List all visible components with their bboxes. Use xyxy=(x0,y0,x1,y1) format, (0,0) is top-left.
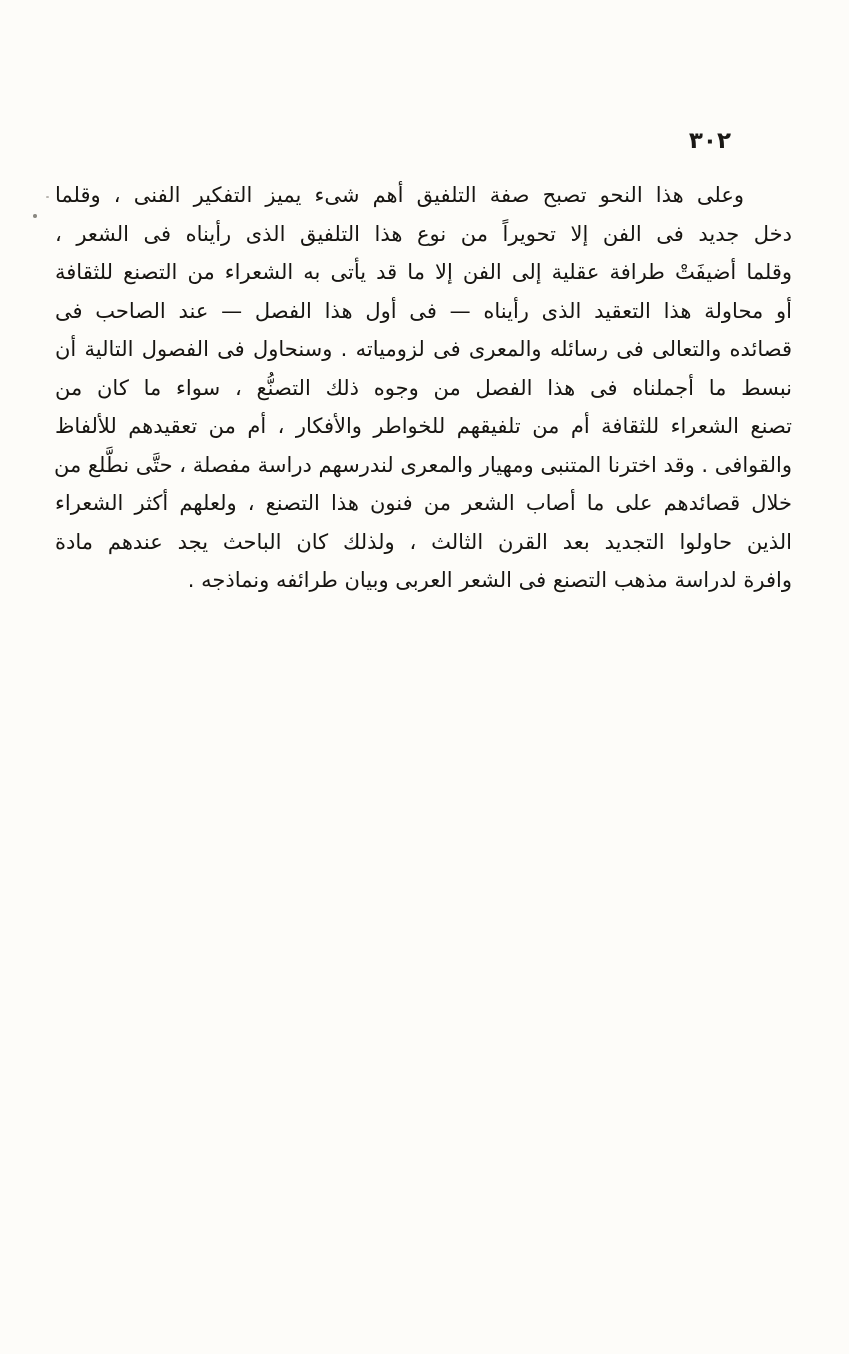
text-line: نبسط ما أجملناه فى هذا الفصل من وجوه ذلك التصنُّع ، سواء ما كان من xyxy=(55,375,792,400)
text-line: الذين حاولوا التجديد بعد القرن الثالث ، ولذلك كان الباحث يجد عندهم مادة xyxy=(55,529,792,554)
text-line: وعلى هذا النحو تصبح صفة التلفيق أهم شىء يميز التفكير الفنى ، وقلما xyxy=(55,183,744,207)
text-line: قصائده والتعالى فى رسائله والمعرى فى لزومياته . وسنحاول فى الفصول التالية أن xyxy=(55,337,792,361)
text-line: والقوافى . وقد اخترنا المتنبى ومهيار والمعرى لندرسهم دراسة مفصلة ، حتَّى نطَّلع من xyxy=(53,452,792,477)
text-line: تصنع الشعراء للثقافة أم من تلفيقهم للخواطر والأفكار ، أم من تعقيدهم للألفاظ xyxy=(55,414,792,438)
text-line: أو محاولة هذا التعقيد الذى رأيناه — فى أول هذا الفصل — عند الصاحب فى xyxy=(55,298,792,323)
text-line: دخل جديد فى الفن إلا تحويراً من نوع هذا التلفيق الذى رأيناه فى الشعر ، xyxy=(55,221,792,246)
scan-speck xyxy=(33,214,37,218)
scan-speck xyxy=(46,196,49,198)
text-line: وافرة لدراسة مذهب التصنع فى الشعر العربى وبيان طرائفه ونماذجه . xyxy=(187,568,792,592)
body-text-block xyxy=(55,176,792,600)
text-line: خلال قصائدهم على ما أصاب الشعر من فنون هذا التصنع ، ولعلهم أكثر الشعراء xyxy=(55,491,792,515)
text-line: وقلما أضيفَتْ طرافة عقلية إلى الفن إلا ما قد يأتى به الشعراء من التصنع للثقافة xyxy=(55,260,792,284)
page-number: ٣٠٢ xyxy=(688,128,731,154)
